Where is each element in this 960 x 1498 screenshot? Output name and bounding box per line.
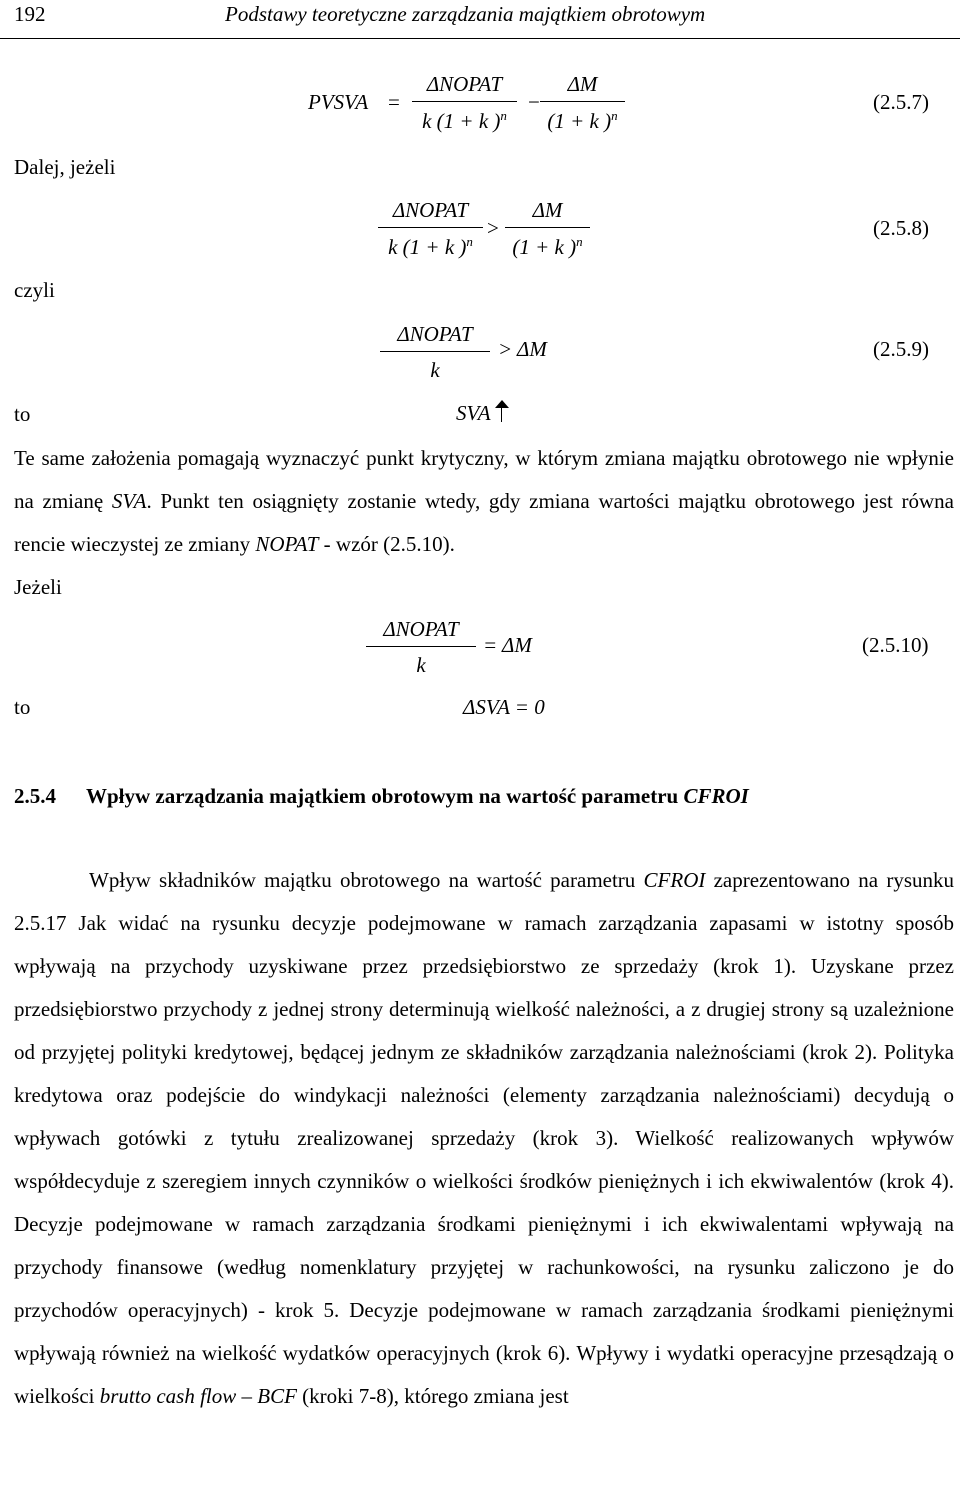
term-cfroi: CFROI xyxy=(643,868,706,892)
dash: – xyxy=(236,1384,258,1408)
connector-dalej: Dalej, jeżeli xyxy=(14,155,116,179)
term-sva: SVA xyxy=(111,489,147,513)
running-header-title: Podstawy teoretyczne zarządzania majątkiem obrotowym xyxy=(225,2,706,26)
delta-sva-zero: ΔSVA = 0 xyxy=(463,695,545,719)
fraction-bar xyxy=(380,351,490,352)
header-rule xyxy=(0,38,960,39)
fraction-nopat xyxy=(412,72,517,134)
fraction-nopat xyxy=(378,198,483,260)
eq-greater-than: > xyxy=(487,216,499,240)
fraction-numerator: ΔNOPAT xyxy=(397,322,473,346)
fraction-numerator: ΔNOPAT xyxy=(383,617,459,641)
section-title: Wpływ zarządzania majątkiem obrotowym na wartość parametru xyxy=(86,784,684,808)
connector-czyli: czyli xyxy=(14,278,55,302)
fraction-bar xyxy=(366,646,476,647)
fraction-bar xyxy=(378,227,483,228)
eq-minus: − xyxy=(528,90,540,114)
fraction-bar xyxy=(505,227,590,228)
fraction-bar xyxy=(412,101,517,102)
paragraph-text: Wpływ składników majątku obrotowego na wartość parametru xyxy=(89,868,644,892)
fraction-numerator: ΔM xyxy=(532,198,563,222)
fraction-denominator: k xyxy=(416,653,426,677)
fraction-numerator: ΔM xyxy=(567,72,598,96)
section-title-italic: CFROI xyxy=(683,784,749,808)
fraction-denominator: k xyxy=(430,358,440,382)
page-number: 192 xyxy=(14,2,46,26)
section-number: 2.5.4 xyxy=(14,784,56,808)
sva-label: SVA xyxy=(456,401,491,425)
fraction-bar xyxy=(540,101,625,102)
paragraph-text: (kroki 7-8), którego zmiana jest xyxy=(296,1384,569,1408)
eq-equals: = xyxy=(388,90,400,114)
paragraph-text: - wzór (2.5.10). xyxy=(318,532,455,556)
equation-number: (2.5.8) xyxy=(873,216,929,240)
exponent: n xyxy=(576,234,583,249)
exponent: n xyxy=(611,108,618,123)
connector-to: to xyxy=(14,695,31,719)
eq-lhs: PVSVA xyxy=(308,90,369,114)
paragraph-text: Te same założenia pomagają wyznaczyć punkt krytyczny, w którym zmiana majątku obrotowego nie wpłynie na zmianę xyxy=(14,446,954,513)
fraction-m xyxy=(505,198,590,260)
term-brutto-cash-flow: brutto cash flow xyxy=(99,1384,237,1408)
eq-rhs: = ΔM xyxy=(483,633,532,657)
fraction-nopat-k xyxy=(380,322,490,383)
paragraph-critical-point xyxy=(14,437,954,566)
sva-increase xyxy=(456,400,509,426)
equation-number: (2.5.9) xyxy=(873,337,929,361)
fraction-m xyxy=(540,72,625,134)
exponent: n xyxy=(500,108,507,123)
fraction-numerator: ΔNOPAT xyxy=(392,198,469,222)
eq-rhs: > ΔM xyxy=(498,337,547,361)
fraction-nopat-k xyxy=(366,617,476,678)
fraction-numerator: ΔNOPAT xyxy=(426,72,503,96)
equation-number: (2.5.10) xyxy=(862,633,929,657)
term-bcf: BCF xyxy=(257,1384,297,1408)
paragraph-text: . Punkt ten osiągnięty zostanie wtedy, gdy zmiana wartości majątku obrotowego jest równa rencie wieczystej ze zmiany xyxy=(14,489,955,556)
paragraph-text: zaprezentowano na rysunku 2.5.17 Jak widać na rysunku decyzje podejmowane w ramach zarządzania zapasami w istotny sposób wpływają na przychody uzyskiwane przez przedsiębiorstwo ze sprzedaży (krok 1). Uzyskane przez przedsiębiorstwo przychody z jednej strony determinują wielkość należności, a z drugiej strony są uzależnione od przyjętej polityki kredytowej, będącej jednym ze składników zarządzania należnościami (krok 2). Polityka kredytowa oraz podejście do windykacji należności (elementy zarządzania należnościami) decydują o wpływach gotówki z tytułu zrealizowanej sprzedaży (krok 3). Wielkość realizowanych wpływów współdecyduje z szeregiem innych czynników o wielkości środków pieniężnych i ich ekwiwalentów (krok 4). Decyzje podejmowane w ramach zarządzania środkami pieniężnymi i ich ekwiwalentami wpływają na przychody finansowe (według nomenklatury przyjętej w rachunkowości, na rysunku zaliczono je do przychodów operacyjnych) - krok 5. Decyzje podejmowane w ramach zarządzania środkami pieniężnymi wpływają również na wielkość wydatków operacyjnych (krok 6). Wpływy i wydatki operacyjne przesądzają o wielkości xyxy=(14,868,955,1408)
fraction-denominator: (1 + k ) xyxy=(547,109,612,133)
fraction-denominator: k (1 + k ) xyxy=(388,235,467,259)
paragraph-cfroi xyxy=(14,859,954,1418)
term-nopat: NOPAT xyxy=(255,532,319,556)
section-heading xyxy=(14,784,749,809)
fraction-denominator: (1 + k ) xyxy=(512,235,577,259)
fraction-denominator: k (1 + k ) xyxy=(422,109,501,133)
exponent: n xyxy=(466,234,473,249)
arrow-up-icon xyxy=(495,400,509,422)
connector-jezeli: Jeżeli xyxy=(14,575,62,599)
equation-number: (2.5.7) xyxy=(873,90,929,114)
connector-to: to xyxy=(14,402,31,426)
